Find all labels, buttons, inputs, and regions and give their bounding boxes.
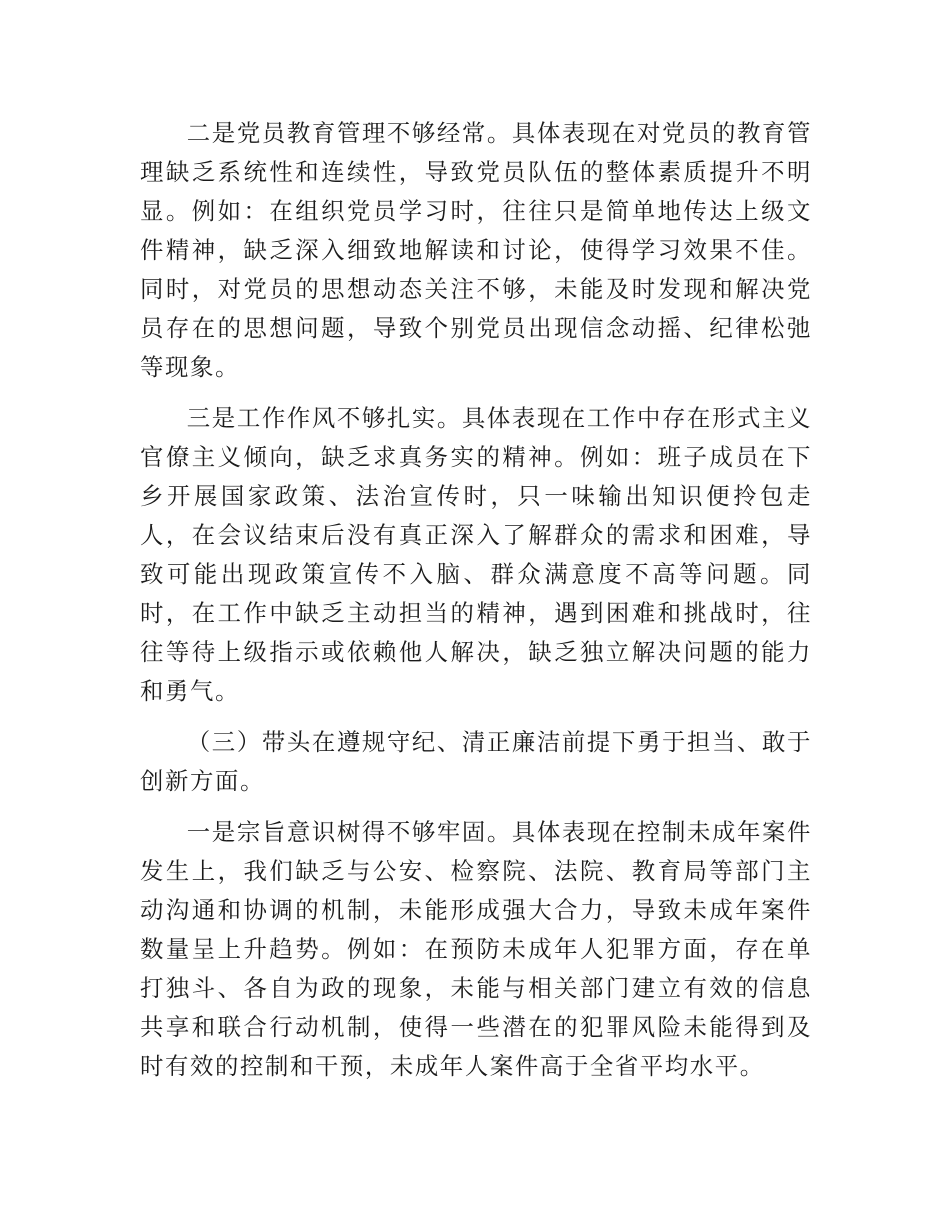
paragraph-purpose-awareness: 一是宗旨意识树得不够牢固。具体表现在控制未成年案件发生上，我们缺乏与公安、检察院、法院、教育局等部门主动沟通和协调的机制，未能形成强大合力，导致未成年案件数量呈上升趋势。例如：在预防未成年人犯罪方面，存在单打独斗、各自为政的现象，未能与相关部门建立有效的信息共享和联合行动机制，使得一些潜在的犯罪风险未能得到及时有效的控制和干预，未成年人案件高于全省平均水平。 xyxy=(140,818,812,1080)
paragraph-party-education: 二是党员教育管理不够经常。具体表现在对党员的教育管理缺乏系统性和连续性，导致党员队伍的整体素质提升不明显。例如：在组织党员学习时，往往只是简单地传达上级文件精神，缺乏深入细致地解读和讨论，使得学习效果不佳。同时，对党员的思想动态关注不够，未能及时发现和解决党员存在的思想问题，导致个别党员出现信念动摇、纪律松弛等现象。 xyxy=(140,119,812,381)
paragraph-gap xyxy=(140,801,812,813)
paragraph-gap xyxy=(140,387,812,399)
document-page xyxy=(140,114,812,1086)
paragraph-gap xyxy=(140,711,812,723)
section-heading: （三）带头在遵规守纪、清正廉洁前提下勇于担当、敢于创新方面。 xyxy=(140,728,812,795)
paragraph-work-style: 三是工作作风不够扎实。具体表现在工作中存在形式主义官僚主义倾向，缺乏求真务实的精神。例如：班子成员在下乡开展国家政策、法治宣传时，只一味输出知识便拎包走人，在会议结束后没有真正深入了解群众的需求和困难，导致可能出现政策宣传不入脑、群众满意度不高等问题。同时，在工作中缺乏主动担当的精神，遇到困难和挑战时，往往等待上级指示或依赖他人解决，缺乏独立解决问题的能力和勇气。 xyxy=(140,404,812,705)
